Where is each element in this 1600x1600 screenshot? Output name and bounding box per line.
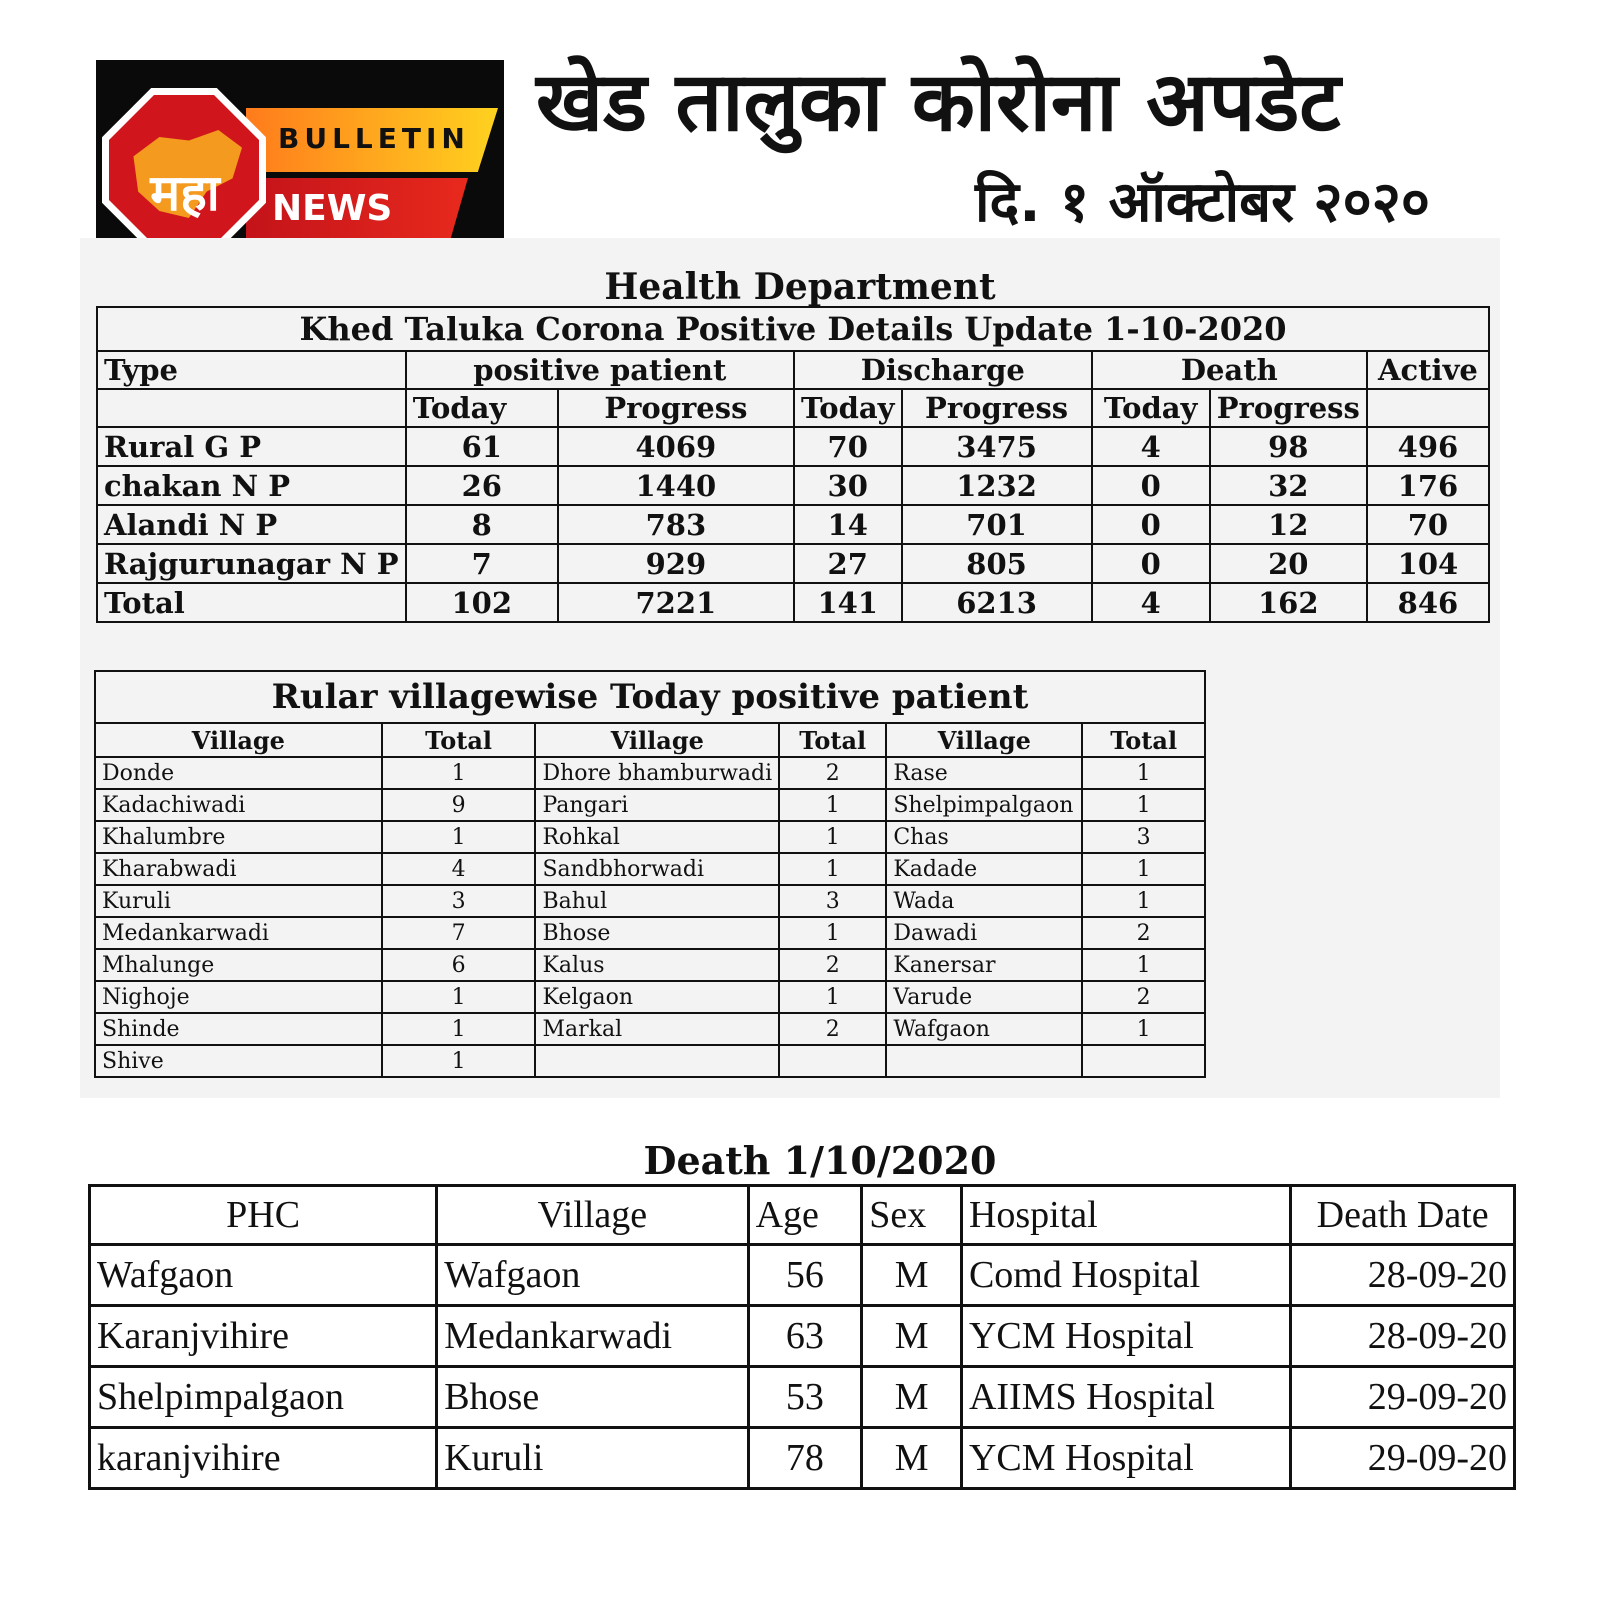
death-title: Death 1/10/2020 [643, 1138, 997, 1183]
village-total: 1 [779, 821, 886, 853]
village-total: 9 [382, 789, 536, 821]
dis-progress: 1232 [902, 466, 1092, 505]
table-row [95, 757, 1205, 789]
date-line: दि. १ ऑक्टोबर २०२० [974, 170, 1430, 235]
header-pos-today: Today [406, 389, 558, 427]
header-type: Type [97, 351, 406, 389]
death-table [88, 1184, 1516, 1490]
village-total: 7 [382, 917, 536, 949]
death-hospital: Comd Hospital [961, 1245, 1290, 1306]
logo-news-text: NEWS [272, 188, 393, 229]
death-progress: 162 [1210, 583, 1367, 622]
village-name: Shinde [95, 1013, 382, 1045]
village-total: 2 [779, 757, 886, 789]
logo-bulletin-text: BULLETIN [278, 122, 470, 155]
table-row [97, 466, 1489, 505]
village-total: 2 [1082, 917, 1205, 949]
dis-today: 14 [794, 505, 902, 544]
village-total: 1 [779, 853, 886, 885]
header-death-progress: Progress [1210, 389, 1367, 427]
death-phc: karanjvihire [90, 1428, 437, 1489]
header-dis-progress: Progress [902, 389, 1092, 427]
headline: खेड तालुका कोरोना अपडेट [536, 55, 1341, 150]
village-name: Rohkal [535, 821, 779, 853]
header-pos-progress: Progress [558, 389, 794, 427]
village-name [886, 1045, 1082, 1077]
row-type: Rural G P [97, 427, 406, 466]
village-total: 1 [779, 981, 886, 1013]
table-row [95, 981, 1205, 1013]
death-village: Wafgaon [437, 1245, 748, 1306]
header-death-date: Death Date [1291, 1186, 1515, 1245]
dis-today: 70 [794, 427, 902, 466]
table-row [95, 1045, 1205, 1077]
table-row [97, 427, 1489, 466]
active: 176 [1367, 466, 1489, 505]
active: 70 [1367, 505, 1489, 544]
village-total: 3 [779, 885, 886, 917]
village-total: 1 [382, 1045, 536, 1077]
village-name: Kadachiwadi [95, 789, 382, 821]
village-total [779, 1045, 886, 1077]
header-village: Village [437, 1186, 748, 1245]
village-total: 6 [382, 949, 536, 981]
death-hospital: YCM Hospital [961, 1428, 1290, 1489]
header-hospital: Hospital [961, 1186, 1290, 1245]
table-row [95, 1013, 1205, 1045]
village-name: Mhalunge [95, 949, 382, 981]
pos-today: 102 [406, 583, 558, 622]
death-progress: 98 [1210, 427, 1367, 466]
death-today: 0 [1092, 544, 1210, 583]
row-type: Rajgurunagar N P [97, 544, 406, 583]
header-active-empty [1367, 389, 1489, 427]
table-row [95, 853, 1205, 885]
pos-progress: 4069 [558, 427, 794, 466]
death-today: 0 [1092, 466, 1210, 505]
table-row [95, 917, 1205, 949]
pos-today: 61 [406, 427, 558, 466]
pos-today: 8 [406, 505, 558, 544]
header-dis-today: Today [794, 389, 902, 427]
village-total: 2 [1082, 981, 1205, 1013]
village-total [1082, 1045, 1205, 1077]
village-total: 1 [382, 757, 536, 789]
village-name: Nighoje [95, 981, 382, 1013]
table-row [90, 1367, 1515, 1428]
village-name: Kharabwadi [95, 853, 382, 885]
village-total: 1 [1082, 853, 1205, 885]
row-type: chakan N P [97, 466, 406, 505]
village-caption: Rular villagewise Today positive patient [95, 671, 1205, 723]
village-total: 1 [382, 1013, 536, 1045]
header-death: Death [1092, 351, 1367, 389]
village-total: 1 [1082, 789, 1205, 821]
summary-table [96, 306, 1490, 623]
village-total: 1 [382, 981, 536, 1013]
summary-caption: Khed Taluka Corona Positive Details Update 1-10-2020 [97, 307, 1489, 351]
death-sex: M [862, 1367, 962, 1428]
death-age: 56 [748, 1245, 862, 1306]
village-total: 1 [1082, 757, 1205, 789]
village-total: 2 [779, 1013, 886, 1045]
village-name: Dhore bhamburwadi [535, 757, 779, 789]
table-row [90, 1306, 1515, 1367]
village-name: Kalus [535, 949, 779, 981]
death-today: 0 [1092, 505, 1210, 544]
table-row-total [97, 583, 1489, 622]
death-age: 63 [748, 1306, 862, 1367]
village-name: Kuruli [95, 885, 382, 917]
death-date: 28-09-20 [1291, 1306, 1515, 1367]
death-phc: Karanjvihire [90, 1306, 437, 1367]
header-discharge: Discharge [794, 351, 1092, 389]
village-name: Kelgaon [535, 981, 779, 1013]
death-hospital: YCM Hospital [961, 1306, 1290, 1367]
death-progress: 20 [1210, 544, 1367, 583]
death-hospital: AIIMS Hospital [961, 1367, 1290, 1428]
header-village-2: Village [535, 723, 779, 757]
village-name: Chas [886, 821, 1082, 853]
village-total: 3 [1082, 821, 1205, 853]
header-positive: positive patient [406, 351, 794, 389]
table-row [97, 505, 1489, 544]
header-total-2: Total [779, 723, 886, 757]
header-sex: Sex [862, 1186, 962, 1245]
village-total: 4 [382, 853, 536, 885]
death-phc: Shelpimpalgaon [90, 1367, 437, 1428]
village-table [94, 670, 1206, 1078]
village-total: 3 [382, 885, 536, 917]
village-name: Pangari [535, 789, 779, 821]
logo-brand-text: महा [150, 164, 220, 222]
village-name: Kanersar [886, 949, 1082, 981]
death-age: 78 [748, 1428, 862, 1489]
table-row [95, 949, 1205, 981]
village-name: Rase [886, 757, 1082, 789]
death-progress: 32 [1210, 466, 1367, 505]
death-age: 53 [748, 1367, 862, 1428]
header-total-3: Total [1082, 723, 1205, 757]
village-total: 1 [1082, 949, 1205, 981]
pos-today: 7 [406, 544, 558, 583]
village-name: Donde [95, 757, 382, 789]
death-date: 28-09-20 [1291, 1245, 1515, 1306]
death-date: 29-09-20 [1291, 1367, 1515, 1428]
village-total: 1 [779, 789, 886, 821]
table-row [97, 544, 1489, 583]
header-phc: PHC [90, 1186, 437, 1245]
village-total: 1 [1082, 885, 1205, 917]
death-sex: M [862, 1306, 962, 1367]
death-sex: M [862, 1245, 962, 1306]
table-row [95, 821, 1205, 853]
death-phc: Wafgaon [90, 1245, 437, 1306]
village-name: Wafgaon [886, 1013, 1082, 1045]
header-active: Active [1367, 351, 1489, 389]
row-type: Alandi N P [97, 505, 406, 544]
death-village: Medankarwadi [437, 1306, 748, 1367]
village-total: 1 [382, 821, 536, 853]
village-name: Wada [886, 885, 1082, 917]
village-name: Kadade [886, 853, 1082, 885]
pos-progress: 783 [558, 505, 794, 544]
dis-today: 30 [794, 466, 902, 505]
village-name: Shelpimpalgaon [886, 789, 1082, 821]
village-name [535, 1045, 779, 1077]
active: 104 [1367, 544, 1489, 583]
death-today: 4 [1092, 583, 1210, 622]
dis-today: 27 [794, 544, 902, 583]
death-village: Kuruli [437, 1428, 748, 1489]
death-date: 29-09-20 [1291, 1428, 1515, 1489]
village-name: Bahul [535, 885, 779, 917]
header-death-today: Today [1092, 389, 1210, 427]
department-title: Health Department [604, 266, 996, 308]
village-name: Medankarwadi [95, 917, 382, 949]
village-name: Bhose [535, 917, 779, 949]
village-total: 2 [779, 949, 886, 981]
pos-progress: 1440 [558, 466, 794, 505]
table-row [90, 1245, 1515, 1306]
village-name: Dawadi [886, 917, 1082, 949]
dis-progress: 701 [902, 505, 1092, 544]
dis-progress: 805 [902, 544, 1092, 583]
dis-today: 141 [794, 583, 902, 622]
village-name: Markal [535, 1013, 779, 1045]
header-village-1: Village [95, 723, 382, 757]
header-village-3: Village [886, 723, 1082, 757]
village-name: Sandbhorwadi [535, 853, 779, 885]
dis-progress: 6213 [902, 583, 1092, 622]
active: 846 [1367, 583, 1489, 622]
pos-progress: 7221 [558, 583, 794, 622]
village-name: Varude [886, 981, 1082, 1013]
header-total-1: Total [382, 723, 536, 757]
village-total: 1 [779, 917, 886, 949]
table-row [95, 885, 1205, 917]
table-row [95, 789, 1205, 821]
header-age: Age [748, 1186, 862, 1245]
table-row [90, 1428, 1515, 1489]
row-type: Total [97, 583, 406, 622]
dis-progress: 3475 [902, 427, 1092, 466]
death-sex: M [862, 1428, 962, 1489]
active: 496 [1367, 427, 1489, 466]
death-progress: 12 [1210, 505, 1367, 544]
village-total: 1 [1082, 1013, 1205, 1045]
pos-progress: 929 [558, 544, 794, 583]
header-empty [97, 389, 406, 427]
pos-today: 26 [406, 466, 558, 505]
death-village: Bhose [437, 1367, 748, 1428]
village-name: Shive [95, 1045, 382, 1077]
death-today: 4 [1092, 427, 1210, 466]
village-name: Khalumbre [95, 821, 382, 853]
